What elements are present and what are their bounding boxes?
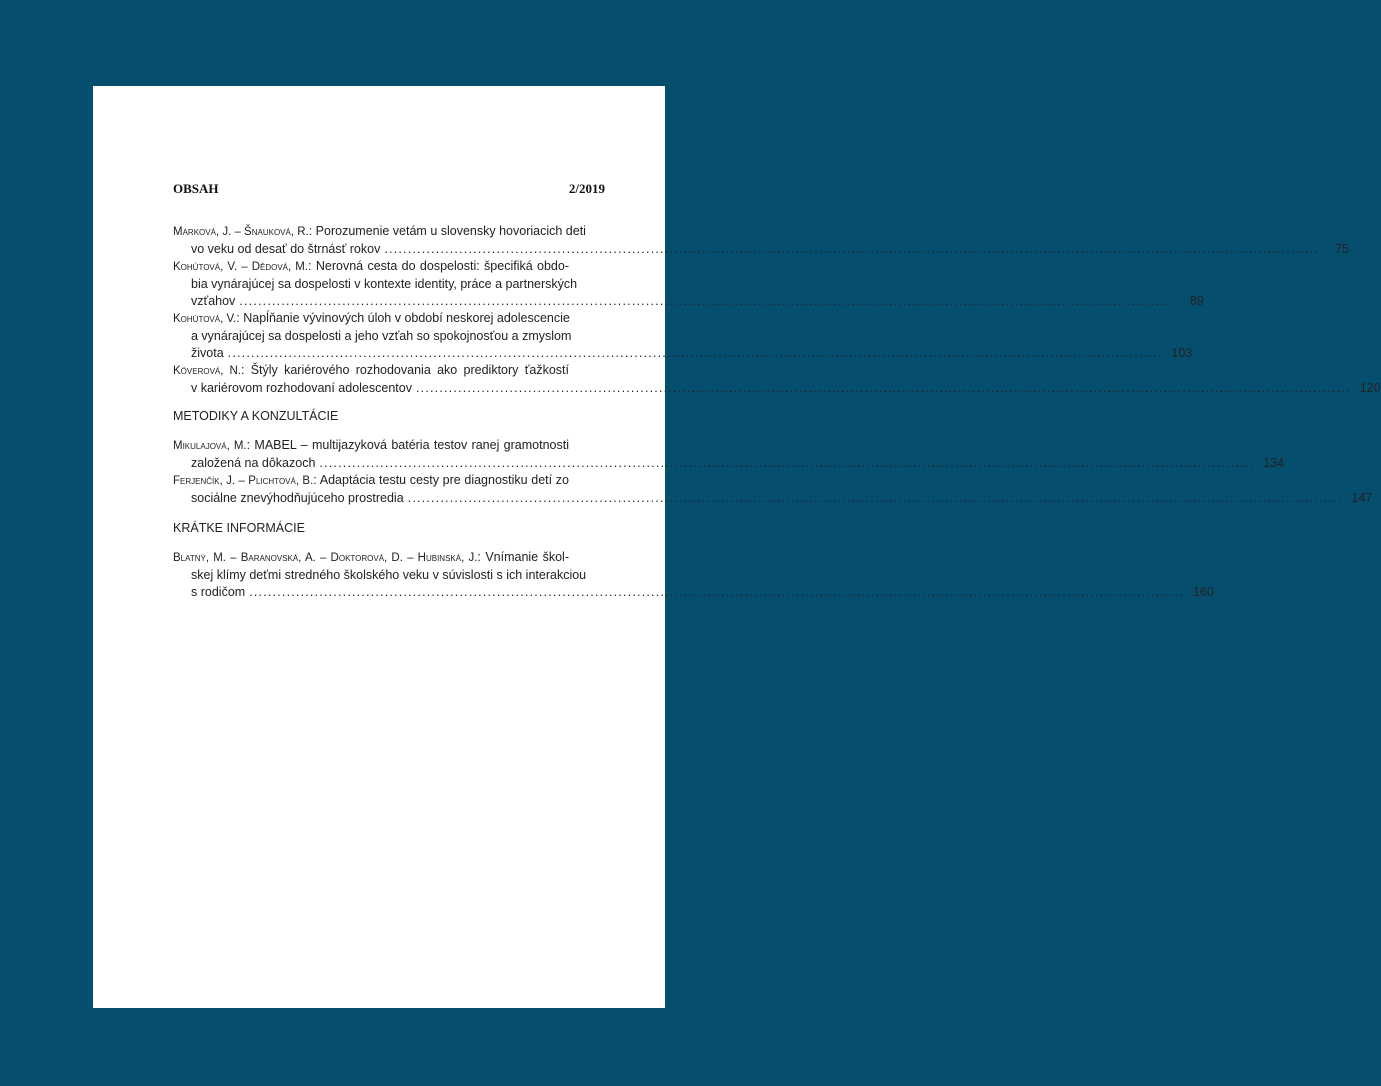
toc-entry-line <box>173 472 605 490</box>
entry-title-text: : Nerovná cesta do dospelosti: špecifiká obdo- <box>308 259 569 273</box>
entry-title-text: založená na dôkazoch <box>191 456 316 470</box>
toc-entry <box>173 437 1284 472</box>
toc-entry-line <box>173 258 605 276</box>
document-page <box>93 86 1381 1008</box>
toc-entry-line <box>173 276 605 293</box>
page-number: 75 <box>1335 242 1349 256</box>
leader-dots: ........................................................................................................................................................................................................ <box>249 585 1184 599</box>
entry-authors: Ferjenčík, J. – Plichtová, B. <box>173 475 314 487</box>
toc-entry <box>173 310 1193 362</box>
toc-entry-line <box>173 328 605 345</box>
entry-title-text: skej klímy deťmi stredného školského veku v súvislosti s ich interakciou <box>191 568 587 582</box>
table-of-contents <box>173 181 1381 601</box>
toc-entry-line <box>173 310 605 328</box>
toc-title: OBSAH <box>173 181 219 196</box>
page-number: 134 <box>1263 456 1284 470</box>
page-number: 103 <box>1171 346 1193 360</box>
toc-entry-line <box>173 362 605 380</box>
toc-entry-line <box>173 549 605 567</box>
entry-title-text: vzťahov <box>191 294 236 308</box>
page-number: 89 <box>1189 294 1204 308</box>
leader-dots: ........................................................................................................................................................................................................ <box>227 346 1163 360</box>
entry-title-text: : MABEL – multijazyková batéria testov ranej gramotnosti <box>246 438 569 452</box>
leader-dots: ........................................................................................................................................................................................................ <box>407 491 1343 505</box>
toc-entry <box>173 549 1214 601</box>
entry-title-text: bia vynárajúcej sa dospelosti v kontexte identity, práce a partnerských <box>191 277 578 291</box>
entry-title-text: vo veku od desať do štrnásť rokov <box>191 242 381 256</box>
toc-header <box>173 181 605 197</box>
leader-dots: ........................................................................................................................................................................................................ <box>384 242 1319 256</box>
entry-authors: Köverová, N. <box>173 365 241 377</box>
leader-dots: ........................................................................................................................................................................................................ <box>415 381 1351 395</box>
toc-entry <box>173 362 1381 397</box>
issue-number: 2/2019 <box>568 181 605 196</box>
entries-main <box>173 223 1381 397</box>
page-number: 160 <box>1192 585 1214 599</box>
page-number: 120 <box>1359 381 1381 395</box>
entry-authors: Mikulajová, M. <box>173 440 247 452</box>
toc-entry <box>173 223 1349 258</box>
entry-authors: Kohútová, V. <box>173 313 237 325</box>
section-heading: METODIKY A KONZULTÁCIE <box>173 409 339 423</box>
entry-title-text: : Štýly kariérového rozhodovania ako prediktory ťažkostí <box>240 363 569 377</box>
entry-title-text: v kariérovom rozhodovaní adolescentov <box>191 381 412 395</box>
toc-entry-last-line <box>173 490 1373 507</box>
toc-entry <box>173 258 1204 310</box>
toc-entry-last-line <box>173 455 1284 472</box>
toc-entry-last-line <box>173 345 1193 362</box>
leader-dots: ........................................................................................................................................................................................................ <box>319 456 1254 470</box>
section-heading: KRÁTKE INFORMÁCIE <box>173 521 305 535</box>
toc-entry-last-line <box>173 293 1204 310</box>
toc-entry-line <box>173 567 605 584</box>
toc-entry-line <box>173 437 605 455</box>
entry-title-text: s rodičom <box>191 585 246 599</box>
entries-short <box>173 549 1214 601</box>
entry-title-text: : Adaptácia testu cesty pre diagnostiku detí zo <box>313 473 570 487</box>
entry-authors: Marková, J. – Šnauková, R. <box>173 226 309 238</box>
entry-title-text: : Vnímanie škol- <box>477 550 569 564</box>
page-number: 147 <box>1351 491 1373 505</box>
toc-entry-last-line <box>173 584 1214 601</box>
entry-title-text: života <box>191 346 224 360</box>
entry-title-text: a vynárajúcej sa dospelosti a jeho vzťah so spokojnosťou a zmyslom <box>191 329 572 343</box>
toc-entry-last-line <box>173 380 1381 397</box>
entries-methods <box>173 437 1373 507</box>
entry-authors: Kohútová, V. – Dědová, M. <box>173 261 309 273</box>
toc-entry-last-line <box>173 241 1349 258</box>
entry-title-text: : Napĺňanie vývinových úloh v období neskorej adolescencie <box>236 311 570 325</box>
toc-entry-line <box>173 223 605 241</box>
entry-authors: Blatný, M. – Baranovská, A. – Doktorová, D. – Hubinská, J. <box>173 552 478 564</box>
toc-entry <box>173 472 1373 507</box>
entry-title-text: sociálne znevýhodňujúceho prostredia <box>191 491 404 505</box>
entry-title-text: : Porozumenie vetám u slovensky hovoriacich deti <box>308 224 586 238</box>
leader-dots: ........................................................................................................................................................................................................ <box>239 294 1174 308</box>
